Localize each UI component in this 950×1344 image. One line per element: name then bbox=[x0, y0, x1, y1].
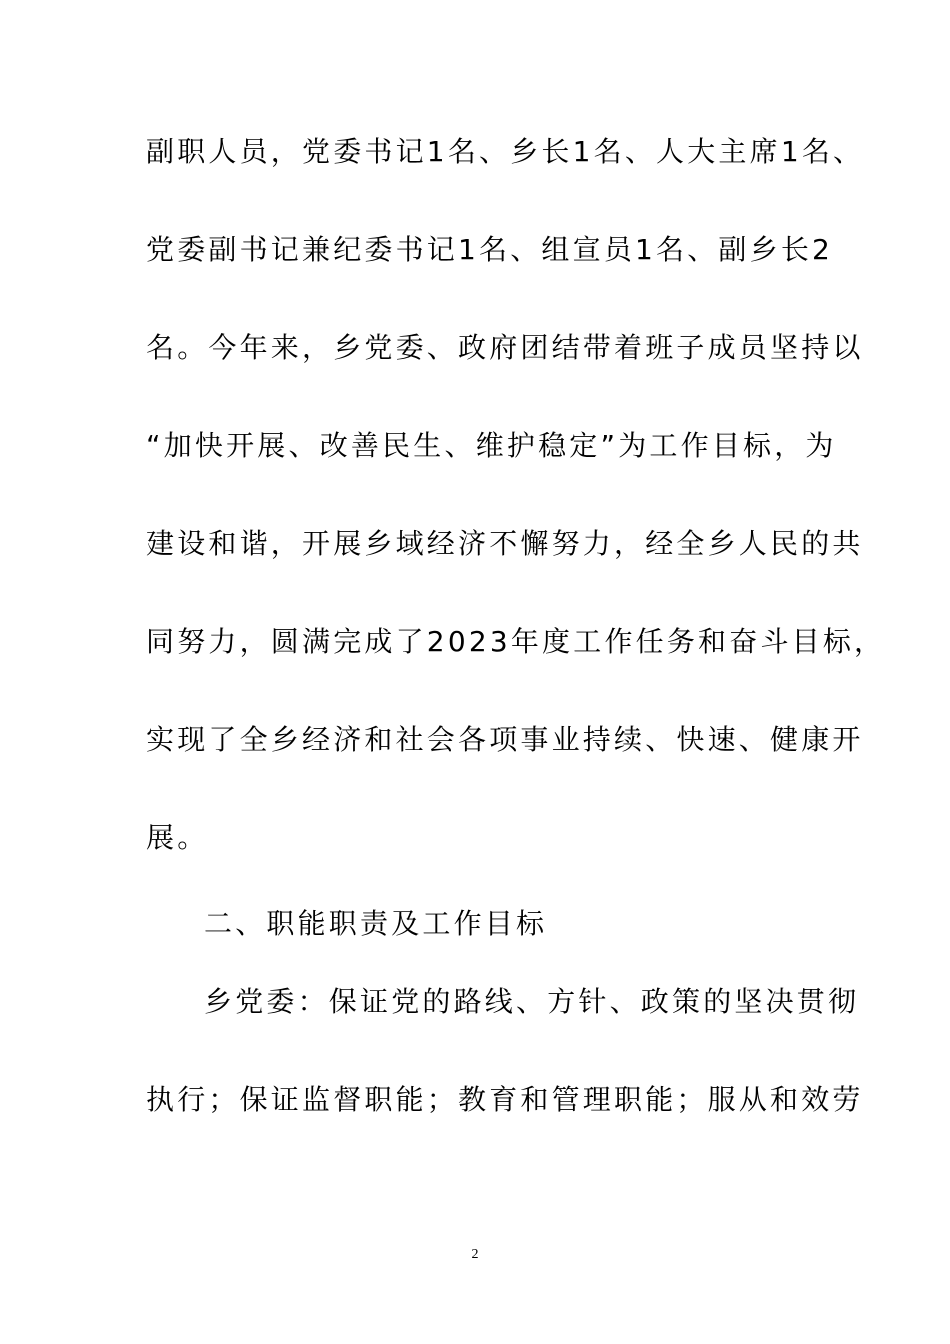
body-text-line: 乡党委：保证党的路线、方针、政策的坚决贯彻 bbox=[204, 985, 860, 1018]
body-text-line: “加快开展、改善民生、维护稳定”为工作目标，为 bbox=[146, 429, 837, 462]
body-text-line: 实现了全乡经济和社会各项事业持续、快速、健康开 bbox=[146, 723, 864, 756]
page-number: 2 bbox=[471, 1247, 479, 1262]
body-text-line: 副职人员，党委书记1名、乡长1名、人大主席1名、 bbox=[146, 135, 865, 168]
body-text-line: 展。 bbox=[146, 821, 209, 854]
section-heading: 二、职能职责及工作目标 bbox=[204, 907, 548, 940]
body-text-line: 执行；保证监督职能；教育和管理职能；服从和效劳 bbox=[146, 1083, 864, 1116]
body-text-line: 名。今年来，乡党委、政府团结带着班子成员坚持以 bbox=[146, 331, 864, 364]
body-text-line: 党委副书记兼纪委书记1名、组宣员1名、副乡长2 bbox=[146, 233, 834, 266]
body-text-line: 建设和谐，开展乡域经济不懈努力，经全乡人民的共 bbox=[146, 527, 864, 560]
body-text-line: 同努力，圆满完成了2023年度工作任务和奋斗目标， bbox=[146, 625, 886, 658]
